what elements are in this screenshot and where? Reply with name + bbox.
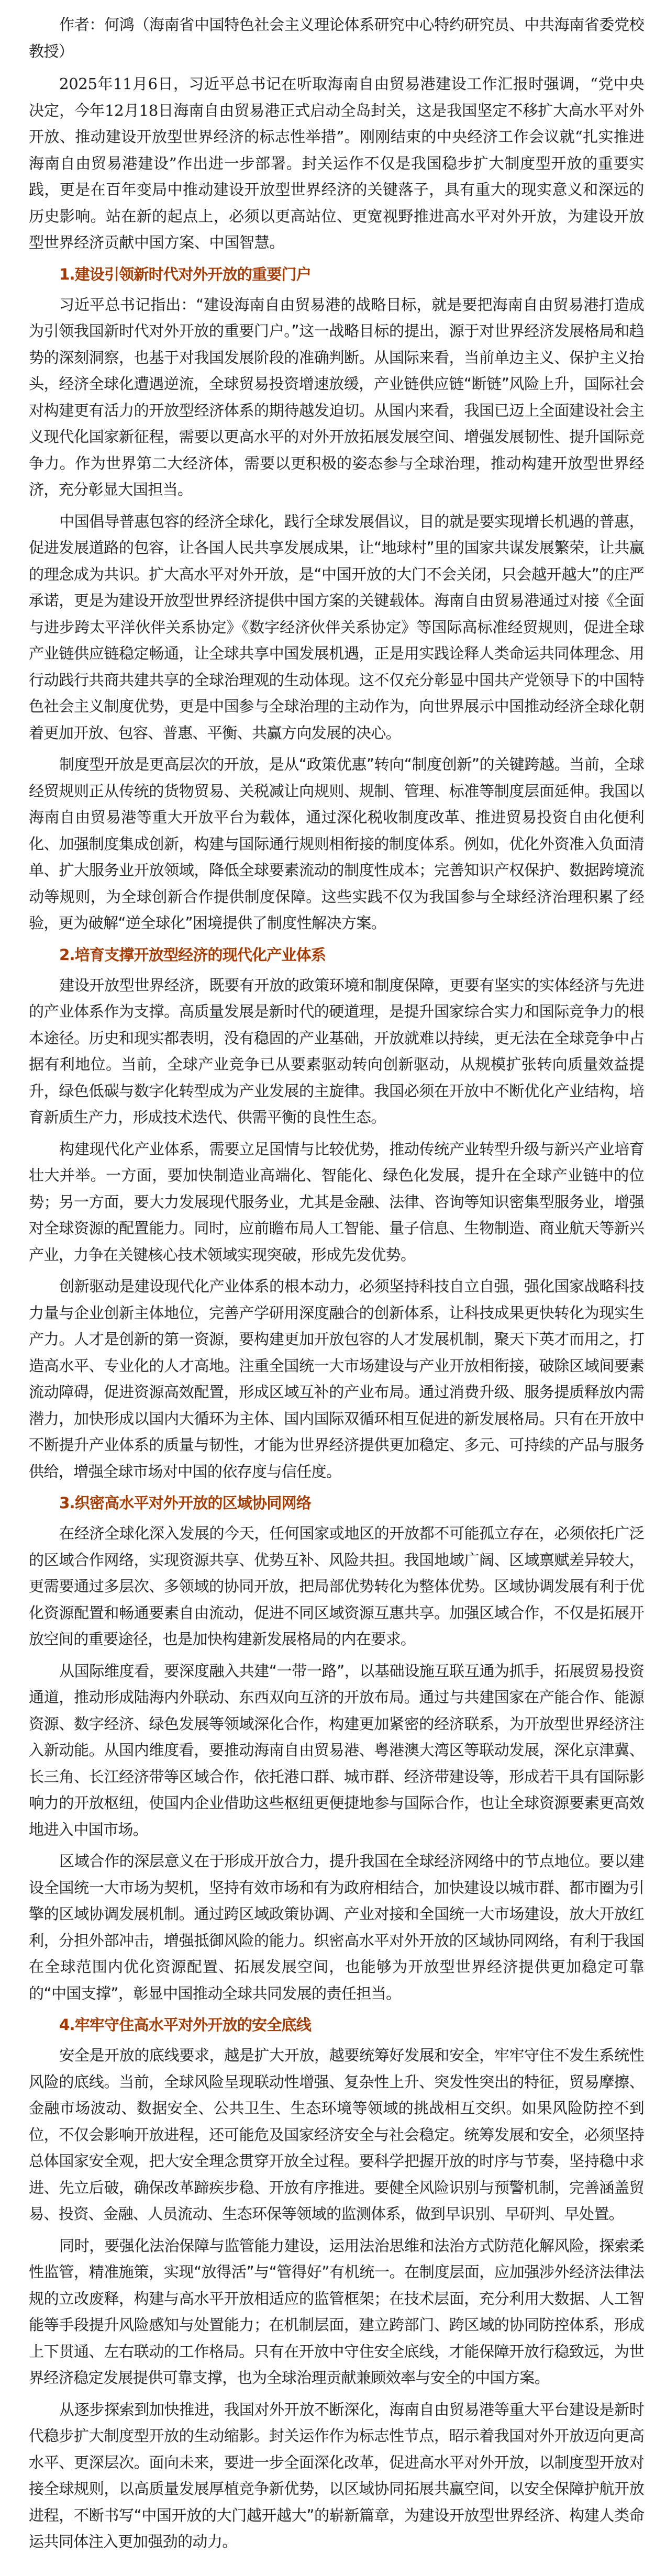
paragraph: 建设开放型世界经济，既要有开放的政策环境和制度保障，更要有坚实的实体经济与先进的产业体系作为支撑。高质量发展是新时代的硬道理，是提升国家综合实力和国际竞争力的根本途径。历史和现实都表明，没有稳固的产业基础，开放就难以持续，更无法在全球竞争中占据有利地位。当前，全球产业竞争已从要素驱动转向创新驱动，从规模扩张转向质量效益提升，绿色低碳与数字化转型成为产业发展的主旋律。我国必须在开放中不断优化产业结构，培育新质生产力，形成技术迭代、供需平衡的良性生态。 [29,976,644,1126]
paragraph: 在经济全球化深入发展的今天，任何国家或地区的开放都不可能孤立存在，必须依托广泛的区域合作网络，实现资源共享、优势互补、风险共担。我国地域广阔、区域禀赋差异较大，更需要通过多层次、多领域的协同开放，把局部优势转化为整体优势。区域协调发展有利于优化资源配置和畅通要素自由流动，促进不同区域资源互惠共享。加强区域合作，不仅是拓展开放空间的重要途径，也是加快构建新发展格局的内在要求。 [29,1524,644,1648]
paragraph: 安全是开放的底线要求，越是扩大开放，越要统筹好发展和安全，牢牢守住不发生系统性风险的底线。当前，全球风险呈现联动性增强、复杂性上升、突发性突出的特征，贸易摩擦、金融市场波动、数据安全、公共卫生、生态环境等领域的挑战相互交织。如果风险防控不到位，不仅会影响开放进程，还可能危及国家经济安全与社会稳定。统筹发展和安全，必须坚持总体国家安全观，把大安全理念贯穿开放全过程。要科学把握开放的时序与节奏，坚持稳中求进、先立后破，确保改革蹄疾步稳、开放有序推进。要健全风险识别与预警机制，完善涵盖贸易、投资、金融、人员流动、生态环保等领域的监测体系，做到早识别、早研判、早处置。 [29,2046,644,2223]
paragraph: 制度型开放是更高层次的开放，是从“政策优惠”转向“制度创新”的关键跨越。当前，全球经贸规则正从传统的货物贸易、关税减让向规则、规制、管理、标准等制度层面延伸。我国以海南自由贸易港等重大开放平台为载体，通过深化税收制度改革、推进贸易投资自由化便利化、加强制度集成创新，构建与国际通行规则相衔接的制度体系。例如，优化外资准入负面清单、扩大服务业开放领域，降低全球要素流动的制度性成本；完善知识产权保护、数据跨境流动等规则，为全球创新合作提供制度保障。这些实践不仅为我国参与全球经济治理积累了经验，更为破解“逆全球化”困境提供了制度性解决方案。 [29,755,644,932]
section-1 [29,261,644,936]
section-3 [29,1490,644,2006]
section-4 [29,2012,644,2555]
paragraph: 同时，要强化法治保障与监管能力建设，运用法治思维和法治方式防范化解风险，探索柔性监管，精准施策，实现“放得活”与“管得好”有机统一。在制度层面，应加强涉外经济法律法规的立改废释，构建与高水平开放相适应的监管框架；在技术层面，充分利用大数据、人工智能等手段提升风险感知与处置能力；在机制层面，建立跨部门、跨区域的协同防控体系，形成上下贯通、左右联动的工作格局。只有在开放中守住安全底线，才能保障开放行稳致远，为世界经济稳定发展提供可靠支撑，也为全球治理贡献兼顾效率与安全的中国方案。 [29,2236,644,2387]
paragraph: 中国倡导普惠包容的经济全球化，践行全球发展倡议，目的就是要实现增长机遇的普惠，促进发展道路的包容，让各国人民共享发展成果，让“地球村”里的国家共谋发展繁荣，让共赢的理念成为共识。扩大高水平对外开放，是“中国开放的大门不会关闭，只会越开越大”的庄严承诺，更是为建设开放型世界经济提供中国方案的关键载体。海南自由贸易港通过对接《全面与进步跨太平洋伙伴关系协定》《数字经济伙伴关系协定》等国际高标准经贸规则，促进全球产业链供应链稳定畅通，让全球共享中国发展机遇，正是用实践诠释人类命运共同体理念、用行动践行共商共建共享的全球治理观的生动体现。这不仅充分彰显中国共产党领导下的中国特色社会主义制度优势，更是中国参与全球治理的主动作为，向世界展示中国推动经济全球化朝着更加开放、包容、普惠、平衡、共赢方向发展的决心。 [29,512,644,742]
section-heading: 4.牢牢守住高水平对外开放的安全底线 [59,2016,311,2034]
section-heading: 1.建设引领新时代对外开放的重要门户 [59,265,311,283]
paragraph: 创新驱动是建设现代化产业体系的根本动力，必须坚持科技自立自强，强化国家战略科技力量与企业创新主体地位，完善产学研用深度融合的创新体系，让科技成果更快转化为现实生产力。人才是创新的第一资源，要构建更加开放包容的人才发展机制，聚天下英才而用之，打造高水平、专业化的人才高地。注重全国统一大市场建设与产业开放相衔接，破除区域间要素流动障碍，促进资源高效配置，形成区域互补的产业布局。通过消费升级、服务提质释放内需潜力，加快形成以国内大循环为主体、国内国际双循环相互促进的新发展格局。只有在开放中不断提升产业体系的质量与韧性，才能为世界经济提供更加稳定、多元、可持续的产品与服务供给，增强全球市场对中国的依存度与信任度。 [29,1277,644,1480]
section-heading: 3.织密高水平对外开放的区域协同网络 [59,1494,311,1512]
author-line: 作者：何鸿（海南省中国特色社会主义理论体系研究中心特约研究员、中共海南省委党校教授） [29,16,644,60]
paragraph: 从国际维度看，要深度融入共建“一带一路”，以基础设施互联互通为抓手，拓展贸易投资通道，推动形成陆海内外联动、东西双向互济的开放布局。通过与共建国家在产能合作、能源资源、数字经济、绿色发展等领域深化合作，构建更加紧密的经济联系，为开放型世界经济注入新动能。从国内维度看，要推动海南自由贸易港、粤港澳大湾区等联动发展，深化京津冀、长三角、长江经济带等区域合作，依托港口群、城市群、经济带建设等，形成若干具有国际影响力的开放枢纽，使国内企业借助这些枢纽更便捷地参与国际合作，也让全球资源要素更高效地进入中国市场。 [29,1661,644,1838]
paragraph: 区域合作的深层意义在于形成开放合力，提升我国在全球经济网络中的节点地位。要以建设全国统一大市场为契机，坚持有效市场和有为政府相结合，加快建设以城市群、都市圈为引擎的区域协调发展机制。通过跨区域政策协调、产业对接和全国统一大市场建设，放大开放红利，分担外部冲击，增强抵御风险的能力。织密高水平对外开放的区域协同网络，有利于我国在全球范围内优化资源配置、拓展发展空间，也能够为开放型世界经济提供更加稳定可靠的“中国支撑”，彰显中国推动全球共同发展的责任担当。 [29,1852,644,2002]
section-heading: 2.培育支撑开放型经济的现代化产业体系 [59,945,326,964]
paragraph: 构建现代化产业体系，需要立足国情与比较优势，推动传统产业转型升级与新兴产业培育壮大并举。一方面，要加快制造业高端化、智能化、绿色化发展，提升在全球产业链中的位势；另一方面，要大力发展现代服务业，尤其是金融、法律、咨询等知识密集型服务业，增强对全球资源的配置能力。同时，应前瞻布局人工智能、量子信息、生物制造、商业航天等新兴产业，力争在关键核心技术领域实现突破，形成先发优势。 [29,1140,644,1264]
lead-paragraph: 2025年11月6日，习近平总书记在听取海南自由贸易港建设工作汇报时强调，“党中央决定，今年12月18日海南自由贸易港正式启动全岛封关，这是我国坚定不移扩大高水平对外开放、推动建设开放型世界经济的标志性举措”。刚刚结束的中央经济工作会议就“扎实推进海南自由贸易港建设”作出进一步部署。封关运作不仅是我国稳步扩大制度型开放的重要实践，更是在百年变局中推动建设开放型世界经济的关键落子，具有重大的现实意义和深远的历史影响。站在新的起点上，必须以更高站位、更宽视野推进高水平对外开放，为建设开放型世界经济贡献中国方案、中国智慧。 [29,75,644,251]
paragraph: 习近平总书记指出：“建设海南自由贸易港的战略目标，就是要把海南自由贸易港打造成为引领我国新时代对外开放的重要门户。”这一战略目标的提出，源于对世界经济发展格局和趋势的深刻洞察，也基于对我国发展阶段的准确判断。从国际来看，当前单边主义、保护主义抬头，经济全球化遭遇逆流，全球贸易投资增速放缓，产业链供应链“断链”风险上升，国际社会对构建更有活力的开放型经济体系的期待越发迫切。从国内来看，我国已迈上全面建设社会主义现代化国家新征程，需要以更高水平的对外开放拓展发展空间、增强发展韧性、提升国际竞争力。作为世界第二大经济体，需要以更积极的姿态参与全球治理，推动构建开放型世界经济，充分彰显大国担当。 [29,295,644,498]
paragraph: 从逐步探索到加快推进，我国对外开放不断深化，海南自由贸易港等重大平台建设是新时代稳步扩大制度型开放的生动缩影。封关运作作为标志性节点，昭示着我国对外开放迈向更高水平、更深层次。面向未来，要进一步全面深化改革，促进高水平对外开放，以制度型开放对接全球规则，以高质量发展厚植竞争新优势，以区域协同拓展共赢空间，以安全保障护航开放进程，不断书写“中国开放的大门越开越大”的崭新篇章，为建设开放型世界经济、构建人类命运共同体注入更加强劲的动力。 [29,2400,644,2550]
section-2 [29,942,644,1485]
